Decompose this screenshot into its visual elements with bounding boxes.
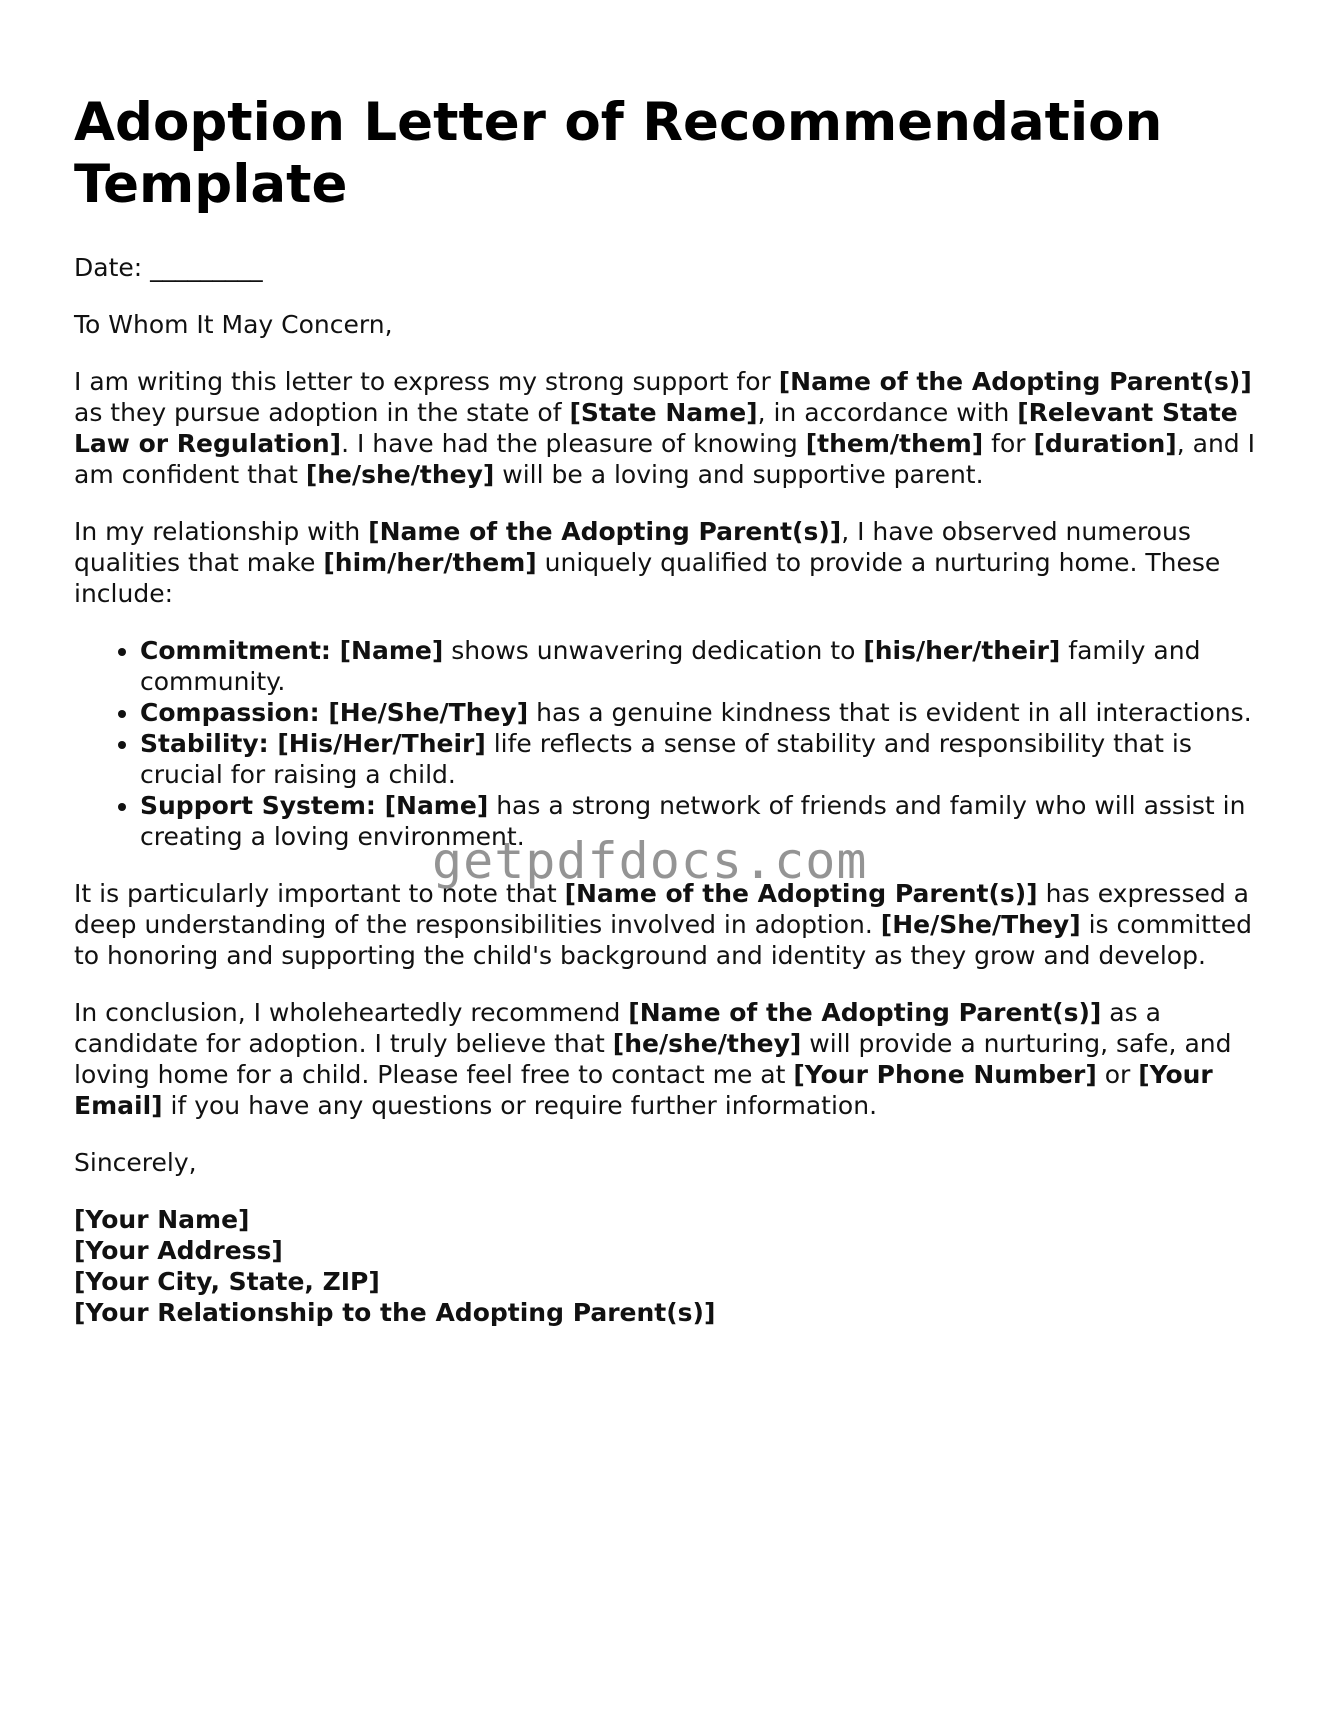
signature-name: [Your Name]: [74, 1205, 250, 1234]
paragraph-qualities-intro: [74, 516, 1274, 609]
watermark: getpdfdocs.com: [432, 832, 868, 890]
signature-relationship: [Your Relationship to the Adopting Parent(s)]: [74, 1298, 716, 1327]
closing: Sincerely,: [74, 1148, 197, 1177]
text-run: has a strong network of friends and family who will assist in creating a loving environment.: [140, 791, 1246, 851]
signature-block: [74, 1204, 1274, 1328]
text-run: In my relationship with: [74, 517, 369, 546]
text-run: or: [1096, 1060, 1139, 1089]
placeholder-pronoun: [He/She/They]: [880, 910, 1081, 939]
signature-city-state-zip: [Your City, State, ZIP]: [74, 1267, 380, 1296]
placeholder-pronoun: [his/her/their]: [863, 636, 1061, 665]
list-item: [140, 697, 1274, 728]
list-item: [140, 790, 1274, 852]
placeholder-parent-name: [Name of the Adopting Parent(s)]: [778, 367, 1252, 396]
text-run: life reflects a sense of stability and responsibility that is crucial for raising a child.: [140, 729, 1192, 789]
date-line: Date: _________: [74, 253, 263, 282]
text-run: It is particularly important to note that: [74, 879, 565, 908]
text-run: has expressed a deep understanding of the responsibilities involved in adoption.: [74, 879, 1249, 939]
paragraph-understanding: [74, 878, 1274, 971]
quality-label: Stability: [His/Her/Their]: [140, 729, 486, 758]
text-run: family and community.: [140, 636, 1201, 696]
text-run: In conclusion, I wholeheartedly recommend: [74, 998, 629, 1027]
placeholder-email: [Your Email]: [74, 1060, 1213, 1120]
placeholder-pronoun: [him/her/them]: [323, 548, 537, 577]
list-item: [140, 728, 1274, 790]
text-run: shows unwavering dedication to: [443, 636, 864, 665]
text-run: has a genuine kindness that is evident in all interactions.: [528, 698, 1252, 727]
placeholder-duration: [duration]: [1033, 429, 1177, 458]
text-run: will be a loving and supportive parent.: [494, 460, 984, 489]
placeholder-phone: [Your Phone Number]: [793, 1060, 1097, 1089]
salutation: To Whom It May Concern,: [74, 310, 393, 339]
quality-label: Support System: [Name]: [140, 791, 489, 820]
text-run: for: [983, 429, 1034, 458]
placeholder-state-name: [State Name]: [569, 398, 758, 427]
signature-address: [Your Address]: [74, 1236, 283, 1265]
placeholder-parent-name: [Name of the Adopting Parent(s)]: [564, 879, 1038, 908]
placeholder-pronoun: [them/them]: [805, 429, 984, 458]
placeholder-pronoun: [he/she/they]: [612, 1029, 802, 1058]
text-run: , I have observed numerous qualities that make: [74, 517, 1191, 577]
text-run: . I have had the pleasure of knowing: [341, 429, 806, 458]
text-run: as they pursue adoption in the state of: [74, 398, 570, 427]
quality-label: Compassion: [He/She/They]: [140, 698, 529, 727]
placeholder-pronoun: [he/she/they]: [305, 460, 495, 489]
text-run: I am writing this letter to express my strong support for: [74, 367, 779, 396]
text-run: , in accordance with: [757, 398, 1018, 427]
list-item: [140, 635, 1274, 697]
placeholder-state-law: [Relevant State Law or Regulation]: [74, 398, 1238, 458]
quality-label: Commitment: [Name]: [140, 636, 444, 665]
text-run: , and I am confident that: [74, 429, 1255, 489]
document-title: Adoption Letter of Recommendation Template: [74, 92, 1163, 215]
text-run: if you have any questions or require further information.: [162, 1091, 878, 1120]
paragraph-support: [74, 366, 1274, 490]
qualities-list: [74, 635, 1274, 852]
placeholder-parent-name: [Name of the Adopting Parent(s)]: [368, 517, 842, 546]
text-run: is committed to honoring and supporting the child's background and identity as they grow and develop.: [74, 910, 1253, 970]
document-page: [74, 92, 1274, 1328]
text-run: as a candidate for adoption. I truly believe that: [74, 998, 1161, 1058]
text-run: uniquely qualified to provide a nurturing home. These include:: [74, 548, 1221, 608]
placeholder-parent-name: [Name of the Adopting Parent(s)]: [628, 998, 1102, 1027]
paragraph-conclusion: [74, 997, 1274, 1121]
text-run: will provide a nurturing, safe, and loving home for a child. Please feel free to contact me at: [74, 1029, 1232, 1089]
